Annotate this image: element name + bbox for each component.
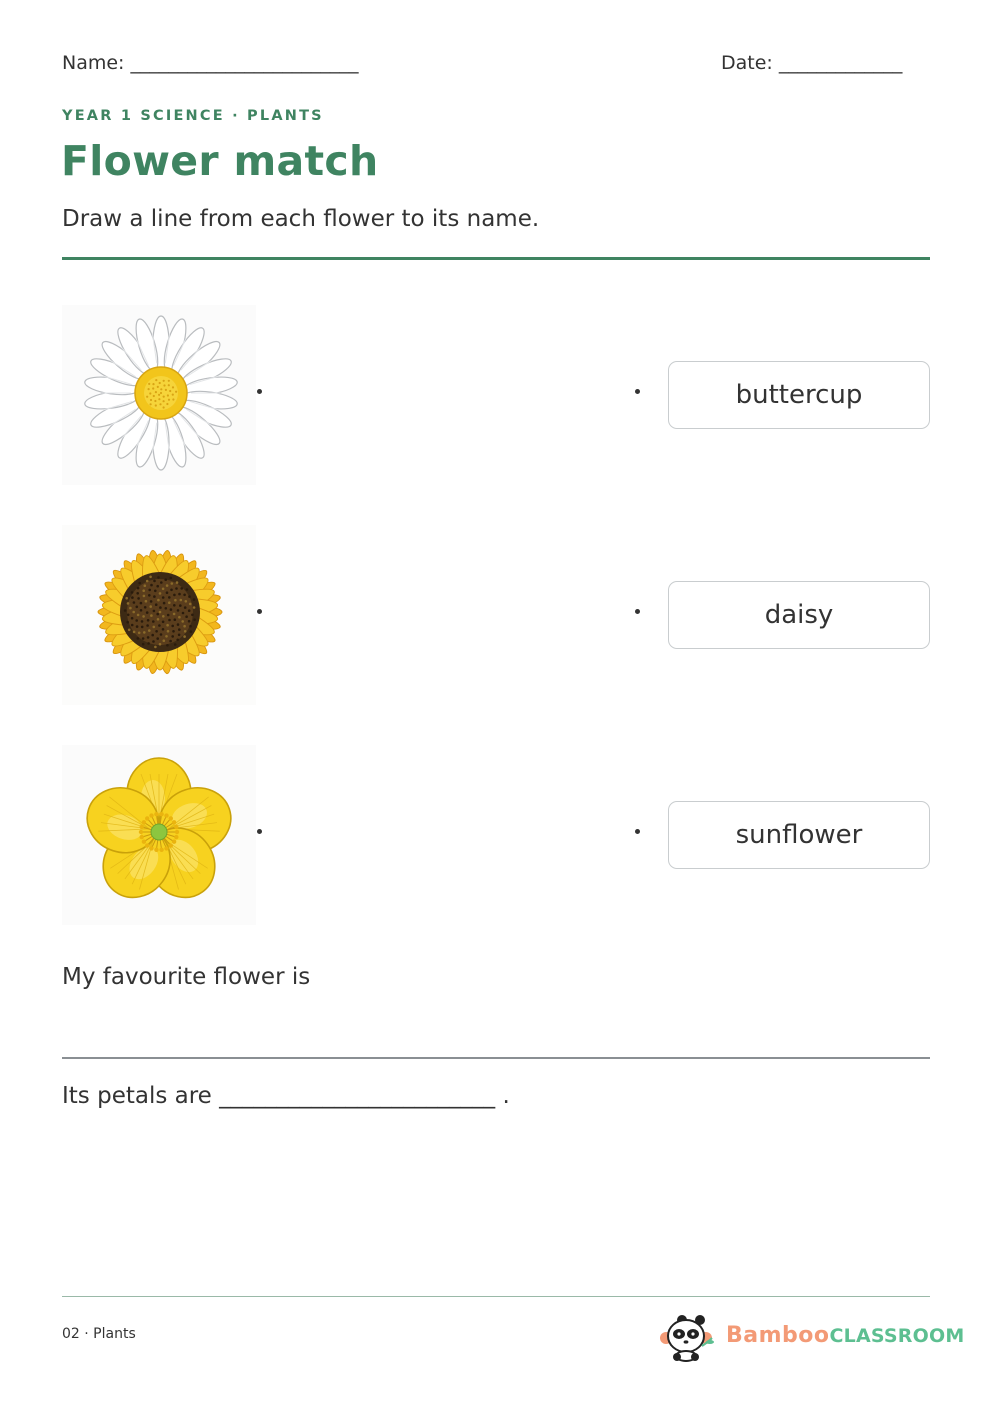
brand-word-classroom: CLASSROOM	[829, 1325, 965, 1347]
instructions: Draw a line from each flower to its name.	[62, 206, 540, 232]
name-box-sunflower[interactable]	[668, 801, 930, 869]
page-title: Flower match	[61, 137, 379, 185]
name-field[interactable]: Name: ________________________	[62, 52, 359, 74]
petals-prompt[interactable]: Its petals are ________________________ .	[62, 1083, 510, 1109]
footer-divider	[62, 1296, 930, 1297]
favourite-prompt: My favourite flower is	[62, 964, 311, 990]
brand-logo	[656, 1312, 965, 1362]
page-footer-label: 02 · Plants	[62, 1326, 136, 1342]
left-match-dot[interactable]	[257, 609, 262, 614]
right-match-dot[interactable]	[635, 609, 640, 614]
sunflower-picture	[62, 525, 256, 705]
name-box-label: sunflower	[735, 820, 863, 850]
right-match-dot[interactable]	[635, 829, 640, 834]
name-box-label: daisy	[764, 600, 834, 630]
left-match-dot[interactable]	[257, 829, 262, 834]
right-match-dot[interactable]	[635, 389, 640, 394]
panda-logo-icon	[656, 1312, 716, 1362]
date-field[interactable]: Date: _____________	[721, 52, 903, 74]
name-box-daisy[interactable]	[668, 581, 930, 649]
left-match-dot[interactable]	[257, 389, 262, 394]
buttercup-picture	[62, 745, 256, 925]
writing-line[interactable]	[62, 1057, 930, 1059]
subject-eyebrow: YEAR 1 SCIENCE · PLANTS	[62, 108, 324, 124]
brand-word-bamboo: Bamboo	[726, 1323, 830, 1348]
title-divider	[62, 257, 930, 260]
name-box-label: buttercup	[735, 380, 863, 410]
daisy-picture	[62, 305, 256, 485]
name-box-buttercup[interactable]	[668, 361, 930, 429]
